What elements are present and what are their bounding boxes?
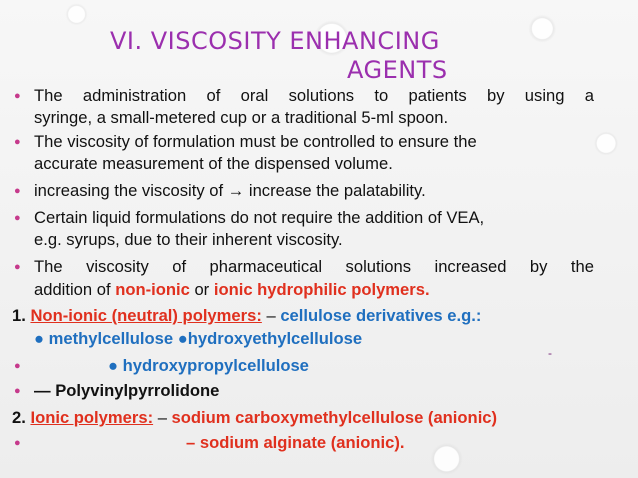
bullet-icon: ●: [14, 385, 21, 397]
item-2-label: Ionic polymers:: [30, 408, 154, 427]
slide-title-line2: AGENTS: [347, 56, 448, 84]
item-1-examples: cellulose derivatives e.g.:: [280, 306, 482, 325]
bullet-4-line-2: e.g. syrups, due to their inherent viscosity.: [34, 230, 343, 249]
bullet-1-line-2: syringe, a small-metered cup or a traditional 5-ml spoon.: [34, 108, 449, 127]
non-ionic-term: non-ionic: [115, 280, 190, 299]
item-1-dash: –: [261, 306, 281, 325]
bullet-icon: ●: [14, 212, 21, 224]
item-1-line-3: ● hydroxypropylcellulose: [108, 356, 309, 375]
bullet-2-line-1: The viscosity of formulation must be controlled to ensure the: [34, 132, 477, 151]
item-2-line-2: – sodium alginate (anionic).: [186, 433, 405, 452]
item-1-number: 1.: [12, 306, 31, 325]
item-2-dash: –: [153, 408, 172, 427]
bullet-3-line-1: increasing the viscosity of → increase the palatability.: [34, 181, 426, 200]
item-2-number: 2.: [12, 408, 31, 427]
bullet-icon: ●: [14, 360, 21, 372]
bullet-5-line-1: The viscosity of pharmaceutical solutions increased by the: [34, 257, 594, 276]
item-1-heading: [12, 305, 481, 327]
bullet-5-prefix: addition of: [34, 280, 116, 299]
slide-title-line1: VI. VISCOSITY ENHANCING: [110, 27, 440, 55]
bullet-2-line-2: accurate measurement of the dispensed volume.: [34, 154, 393, 173]
ionic-polymers-term: ionic hydrophilic polymers.: [213, 280, 430, 299]
bullet-1-line-1: The administration of oral solutions to patients by using a: [34, 86, 594, 105]
bullet-icon: ●: [14, 90, 21, 102]
bullet-icon: ●: [14, 437, 21, 449]
item-1-line-4: — Polyvinylpyrrolidone: [34, 381, 220, 400]
bullet-icon: ●: [14, 136, 21, 148]
or-word: or: [189, 280, 214, 299]
bullet-icon: ●: [14, 185, 21, 197]
item-1-label: Non-ionic (neutral) polymers:: [30, 306, 262, 325]
stray-mark: -: [548, 346, 552, 360]
bullet-icon: ●: [14, 261, 21, 273]
bullet-5-line-2: [34, 279, 594, 301]
item-2-heading: [12, 407, 497, 429]
item-2-text: sodium carboxymethylcellulose (anionic): [171, 408, 498, 427]
bullet-4-line-1: Certain liquid formulations do not require the addition of VEA,: [34, 208, 485, 227]
item-1-line-2: ● methylcellulose ●hydroxyethylcellulose: [34, 329, 363, 348]
